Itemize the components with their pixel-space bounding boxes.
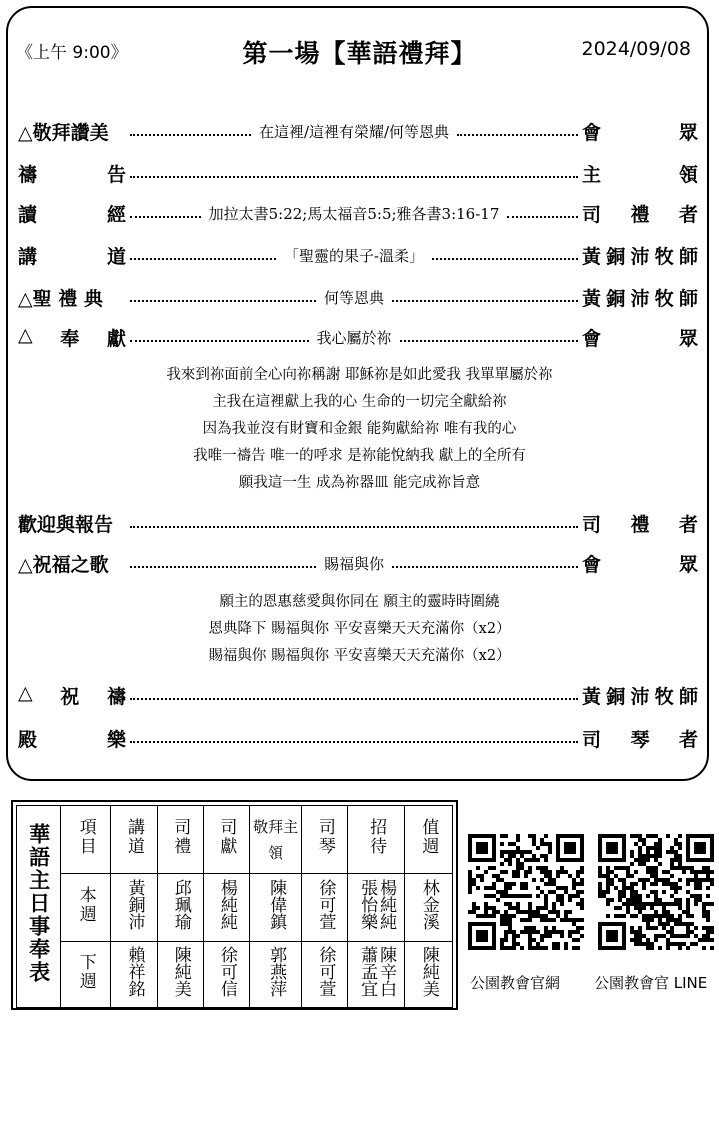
order-row [18,723,698,753]
leader-dots [130,518,578,528]
table-cell: 邱珮瑜 [157,874,203,942]
table-cell: 楊純純 張怡樂 [348,874,404,942]
order-item: 「聖靈的果子-溫柔」 [283,246,425,265]
lyric-line: 我來到祢面前全心向祢稱謝 耶穌祢是如此愛我 我單單屬於祢 [166,367,553,383]
duty-table [16,805,453,1008]
table-cell: 陳辛白 蕭孟宜 [348,942,404,1008]
order-label: 禱 告 [18,163,126,186]
lyric-line: 因為我並沒有財寶和金銀 能夠獻給祢 唯有我的心 [202,421,517,437]
table-header: 項目 [61,806,111,874]
table-cell: 陳純美 [157,942,203,1008]
qr-caption-line: 公園教會官 LINE [594,974,708,992]
order-row [18,508,698,538]
table-cell: 黃銅沛 [111,874,157,942]
order-label: 殿 樂 [18,728,126,751]
order-label: △聖 禮 典 [18,287,103,310]
table-header: 講道 [111,806,157,874]
qr-caption-website: 公園教會官網 [470,974,561,992]
leader-dots [130,553,578,574]
leader-dots [130,733,578,743]
order-item: 賜福與你 [324,554,385,573]
order-leader: 會 眾 [582,553,698,576]
order-label: △祝福之歌 [18,553,109,576]
lyric-line: 願我這一生 成為祢器皿 能完成祢旨意 [238,475,481,491]
lyric-line: 恩典降下 賜福與你 平安喜樂天天充滿你（x2） [208,621,511,637]
order-leader: 黃 銅 沛 牧 師 [582,287,698,310]
order-leader: 黃 銅 沛 牧 師 [582,245,698,268]
page-title: 第一場【華語禮拜】 [242,39,477,68]
order-row [18,680,698,710]
duty-table-title: 華語主日事奉表 [17,806,61,1008]
order-label: △ 祝 禱 [18,681,126,708]
table-header: 招待 [348,806,404,874]
table-cell: 楊純純 [203,874,249,942]
leader-dots [130,287,578,308]
leader-dots [130,121,578,142]
lyric-line: 我唯一禱告 唯一的呼求 是祢能悅納我 獻上的全所有 [193,448,526,464]
order-leader: 司 琴 者 [582,728,698,751]
order-row [18,240,698,270]
table-cell: 陳純美 [404,942,452,1008]
order-item: 加拉太書5:22;馬太福音5:5;雅各書3:16-17 [208,204,500,223]
qr-code-website[interactable] [468,834,584,950]
order-item: 在這裡/這裡有榮耀/何等恩典 [258,122,450,141]
lyric-line: 願主的恩惠慈愛與你同在 願主的靈時時圍繞 [219,594,500,610]
table-header: 敬拜主領 [250,806,302,874]
blessing-lyrics [0,589,719,670]
leader-dots [130,327,578,348]
row-label: 本週 [61,874,111,942]
order-leader: 會 眾 [582,327,698,350]
row-label: 下週 [61,942,111,1008]
qr-code-line[interactable] [598,834,714,950]
lyric-line: 主我在這裡獻上我的心 生命的一切完全獻給祢 [212,394,507,410]
lyric-line: 賜福與你 賜福與你 平安喜樂天天充滿你（x2） [208,648,511,664]
table-cell: 徐可萱 [302,874,348,942]
offering-lyrics [0,362,719,497]
order-label: 讀 經 [18,203,126,226]
order-row [18,116,698,146]
order-label: 歡迎與報告 [18,513,114,536]
service-date: 2024/09/08 [581,38,691,60]
table-cell: 徐可信 [203,942,249,1008]
order-label: △敬拜讚美 [18,121,109,144]
table-header: 司獻 [203,806,249,874]
order-leader: 主 領 [582,163,698,186]
order-leader: 司 禮 者 [582,513,698,536]
leader-dots [130,690,578,700]
table-header: 司琴 [302,806,348,874]
order-label: △ 奉 獻 [18,323,126,350]
duty-roster [11,800,458,1010]
table-cell: 林金溪 [404,874,452,942]
table-cell: 賴祥銘 [111,942,157,1008]
order-row [18,548,698,578]
leader-dots [130,203,578,224]
order-item: 我心屬於祢 [316,328,392,347]
order-label: 講 道 [18,245,126,268]
table-header: 司禮 [157,806,203,874]
order-item: 何等恩典 [324,288,385,307]
table-header: 值週 [404,806,452,874]
table-cell: 陳偉鎮 [250,874,302,942]
order-row [18,282,698,312]
table-cell: 徐可萱 [302,942,348,1008]
order-leader: 司 禮 者 [582,203,698,226]
leader-dots [130,168,578,178]
order-row [18,158,698,188]
order-row [18,322,698,352]
order-leader: 黃 銅 沛 牧 師 [582,685,698,708]
order-row [18,198,698,228]
service-time: 《上午 9:00》 [16,43,128,63]
order-leader: 會 眾 [582,121,698,144]
leader-dots [130,245,578,266]
table-cell: 郭燕萍 [250,942,302,1008]
